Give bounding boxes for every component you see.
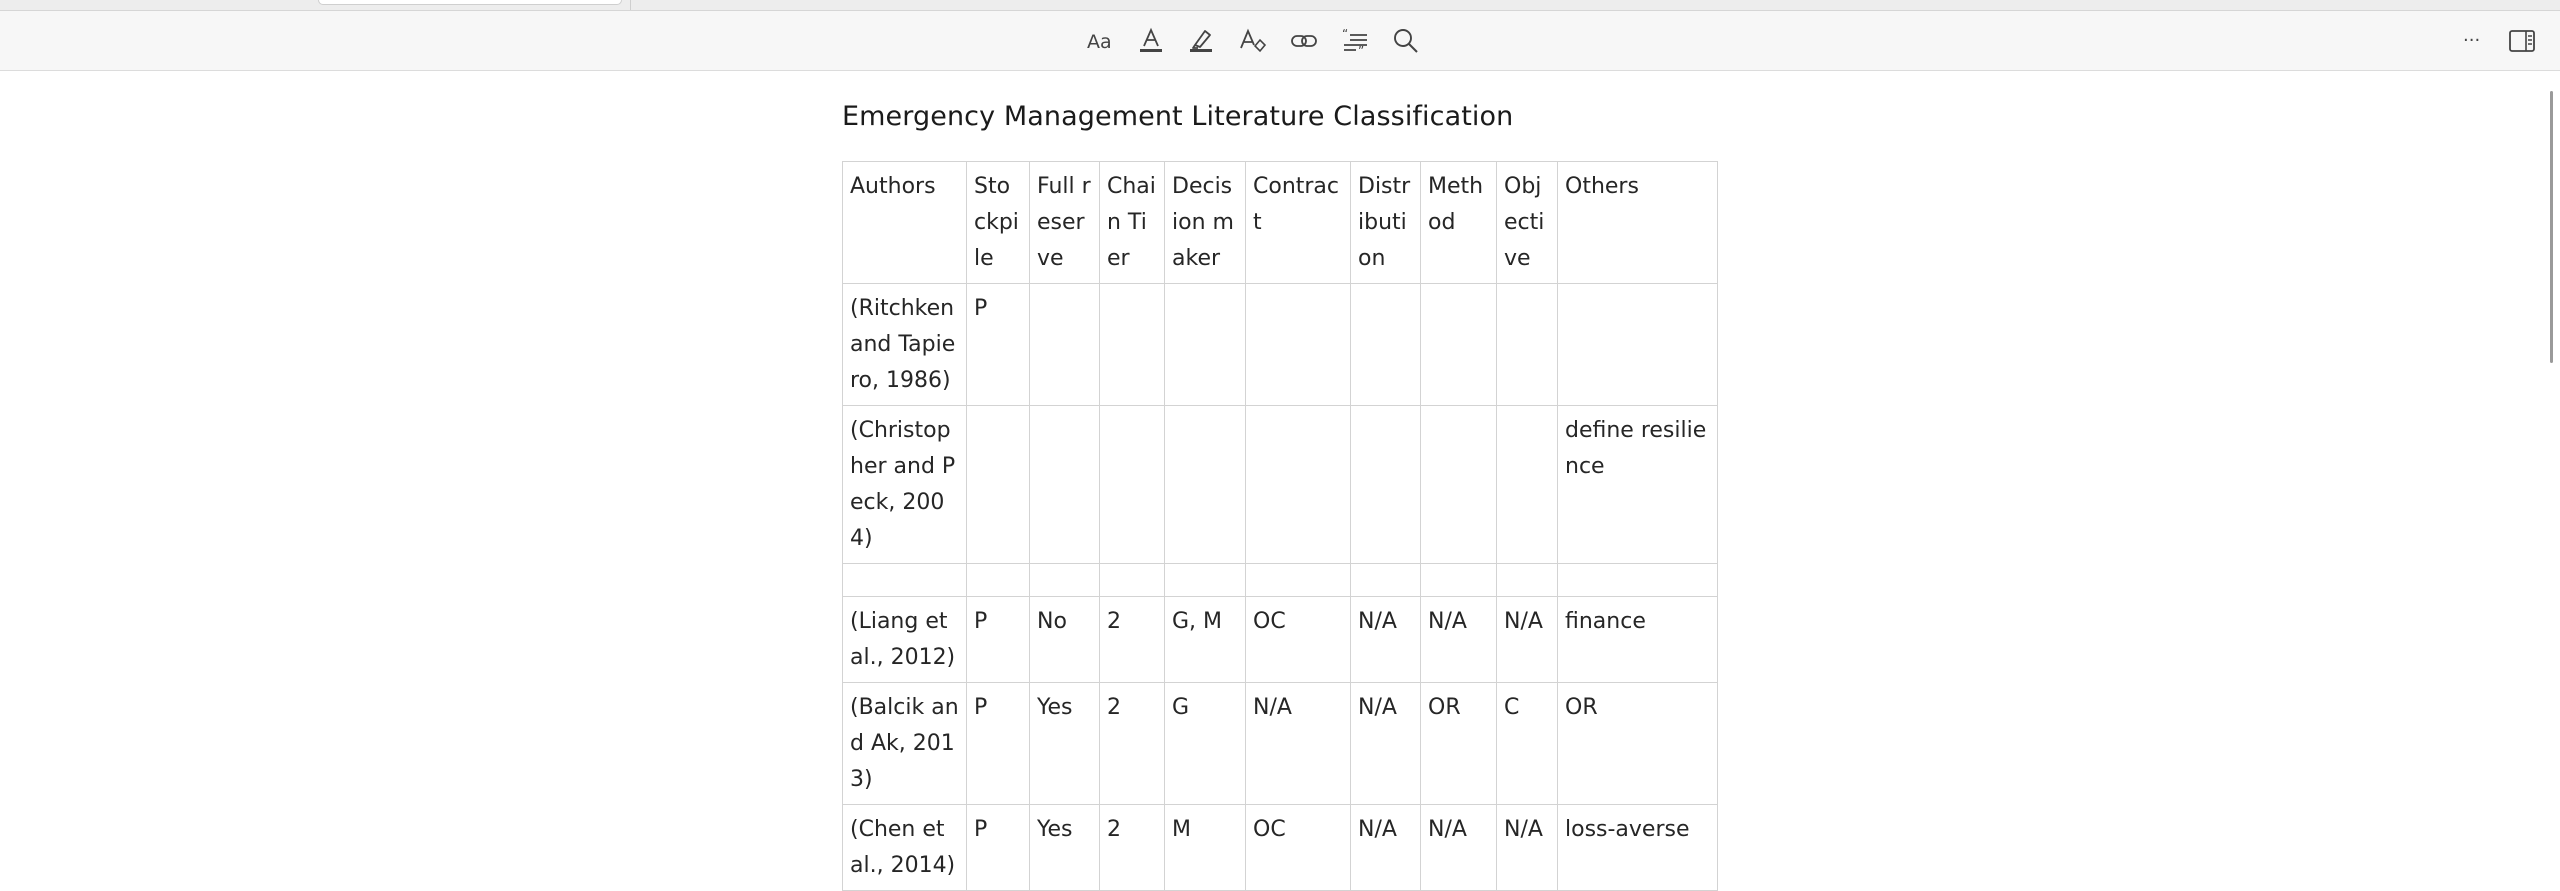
table-cell[interactable]: finance [1558,597,1718,683]
table-cell[interactable] [1100,564,1165,597]
table-cell[interactable]: G [1165,683,1246,805]
table-cell[interactable]: (Balcik and Ak, 2013) [843,683,967,805]
table-cell[interactable]: P [967,683,1030,805]
table-cell[interactable]: N/A [1351,805,1421,891]
header-chain-tier: Chain Tier [1100,162,1165,284]
table-cell[interactable]: G, M [1165,597,1246,683]
table-cell[interactable]: OR [1421,683,1497,805]
vertical-scrollbar[interactable] [2542,71,2560,824]
text-style-icon[interactable] [1083,23,1119,59]
svg-text:”: ” [1358,44,1365,58]
table-cell[interactable]: N/A [1421,805,1497,891]
active-tab-fragment[interactable] [318,0,622,5]
table-header-row [843,162,1718,284]
table-cell[interactable]: N/A [1421,597,1497,683]
table-cell[interactable] [1351,564,1421,597]
table-cell[interactable] [967,564,1030,597]
highlighter-icon[interactable] [1183,23,1219,59]
tab-separator [630,0,631,10]
search-icon[interactable] [1388,23,1424,59]
table-cell[interactable]: No [1030,597,1100,683]
svg-text:···: ··· [2463,30,2481,51]
table-cell[interactable] [1421,284,1497,406]
table-cell[interactable] [1100,406,1165,564]
scrollbar-thumb[interactable] [2550,91,2553,363]
quote-icon[interactable] [1337,23,1373,59]
table-cell[interactable]: N/A [1497,597,1558,683]
table-cell[interactable] [1165,406,1246,564]
svg-text:Aa: Aa [1087,31,1112,53]
table-cell[interactable]: loss-averse [1558,805,1718,891]
table-cell[interactable] [967,406,1030,564]
table-cell[interactable] [1165,284,1246,406]
header-decision-maker: Decision maker [1165,162,1246,284]
header-contract: Contract [1246,162,1351,284]
table-row [843,406,1718,564]
table-cell[interactable]: OC [1246,805,1351,891]
table-cell[interactable] [1351,406,1421,564]
link-icon[interactable] [1286,23,1322,59]
table-cell[interactable]: (Ritchken and Tapiero, 1986) [843,284,967,406]
table-cell[interactable]: N/A [1497,805,1558,891]
table-cell[interactable]: (Christopher and Peck, 2004) [843,406,967,564]
sidebar-toggle-icon[interactable] [2504,23,2540,59]
table-cell[interactable]: 2 [1100,683,1165,805]
table-cell[interactable] [1030,406,1100,564]
clear-format-icon[interactable] [1235,23,1271,59]
format-toolbar [0,11,2560,71]
window-top-strip [0,0,2560,11]
table-cell[interactable]: 2 [1100,805,1165,891]
table-cell[interactable]: 2 [1100,597,1165,683]
table-cell[interactable]: (Chen et al., 2014) [843,805,967,891]
document-area[interactable] [0,71,2542,878]
table-cell[interactable] [1558,284,1718,406]
table-cell[interactable] [1165,564,1246,597]
table-cell[interactable] [1100,284,1165,406]
table-cell[interactable]: P [967,284,1030,406]
table-cell[interactable]: C [1497,683,1558,805]
font-color-icon[interactable] [1133,23,1169,59]
table-cell[interactable] [843,564,967,597]
header-method: Method [1421,162,1497,284]
table-cell[interactable] [1497,564,1558,597]
table-cell[interactable]: Yes [1030,805,1100,891]
table-cell[interactable]: Yes [1030,683,1100,805]
more-options-icon[interactable] [2458,23,2494,59]
table-row [843,597,1718,683]
header-stockpile: Stockpile [967,162,1030,284]
table-cell[interactable] [1246,284,1351,406]
table-cell[interactable] [1421,564,1497,597]
table-cell[interactable]: OC [1246,597,1351,683]
table-cell[interactable]: define resilience [1558,406,1718,564]
header-others: Others [1558,162,1718,284]
header-objective: Objective [1497,162,1558,284]
table-row [843,805,1718,891]
table-cell[interactable]: N/A [1351,597,1421,683]
literature-table [842,161,1718,891]
table-row [843,284,1718,406]
table-cell[interactable]: N/A [1246,683,1351,805]
page-title: Emergency Management Literature Classification [842,101,1514,132]
table-cell[interactable] [1497,406,1558,564]
table-cell[interactable]: N/A [1351,683,1421,805]
table-cell[interactable] [1246,406,1351,564]
header-authors: Authors [843,162,967,284]
table-cell[interactable]: P [967,597,1030,683]
table-cell[interactable] [1558,564,1718,597]
table-row [843,683,1718,805]
table-cell[interactable] [1497,284,1558,406]
table-cell[interactable]: M [1165,805,1246,891]
table-cell[interactable]: P [967,805,1030,891]
table-cell[interactable]: OR [1558,683,1718,805]
table-cell[interactable] [1030,564,1100,597]
svg-text:“: “ [1342,27,1349,41]
table-cell[interactable]: (Liang et al., 2012) [843,597,967,683]
table-cell[interactable] [1421,406,1497,564]
header-distribution: Distribution [1351,162,1421,284]
header-full-reserve: Full reserve [1030,162,1100,284]
table-cell[interactable] [1246,564,1351,597]
table-cell[interactable] [1351,284,1421,406]
table-row-empty [843,564,1718,597]
table-cell[interactable] [1030,284,1100,406]
